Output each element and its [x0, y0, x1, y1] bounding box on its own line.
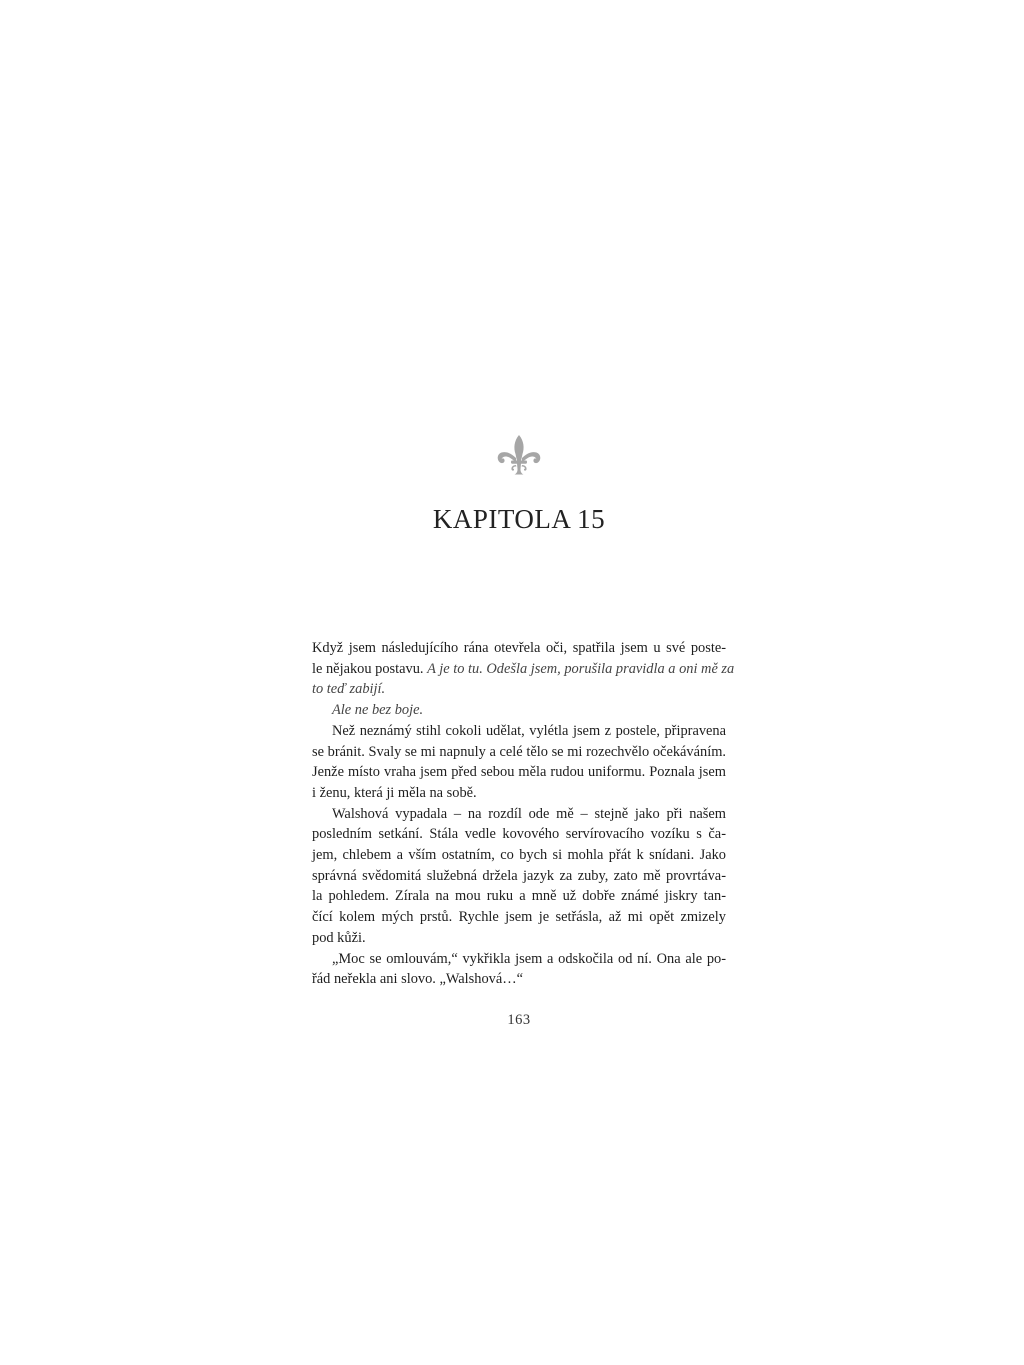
italic-text: A je to tu. Odešla jsem, porušila pravidla a oni mě za	[427, 660, 735, 677]
text-line: řád neřekla ani slovo. „Walshová…“	[312, 971, 524, 988]
italic-text: Ale ne bez boje.	[332, 702, 424, 719]
text-line	[312, 659, 735, 680]
text-line: Walshová vypadala – na rozdíl ode mě – stejně jako při našem	[332, 805, 726, 822]
text-line: i ženu, která ji měla na sobě.	[312, 784, 477, 801]
page-number: 163	[507, 1012, 531, 1028]
text-line: posledním setkání. Stála vedle kovového servírovacího vozíku s ča-	[312, 826, 726, 843]
chapter-title: KAPITOLA 15	[432, 504, 606, 534]
text-line	[312, 679, 726, 700]
text-run: le nějakou postavu.	[312, 660, 428, 677]
text-line: správná svědomitá služebná držela jazyk za zuby, zato mě provrtáva-	[312, 867, 726, 884]
text-line	[312, 700, 726, 721]
text-line: Než neznámý stihl cokoli udělat, vylétla jsem z postele, připravena	[332, 722, 726, 739]
italic-text: to teď zabijí.	[312, 681, 386, 698]
text-line: Jenže místo vraha jsem před sebou měla rudou uniformu. Poznala jsem	[312, 764, 726, 781]
chapter-body-text	[312, 638, 735, 990]
text-line: pod kůži.	[312, 929, 366, 946]
text-line: se bránit. Svaly se mi napnuly a celé tělo se mi rozechvělo očekáváním.	[312, 743, 726, 760]
text-line: čící kolem mých prstů. Rychle jsem je setřásla, až mi opět zmizely	[312, 909, 726, 926]
text-line: „Moc se omlouvám,“ vykřikla jsem a odskočila od ní. Ona ale po-	[332, 950, 726, 967]
text-line: la pohledem. Zírala na mou ruku a mně už dobře známé jiskry tan-	[312, 888, 726, 905]
fleur-de-lis-icon	[495, 434, 543, 476]
text-line: Když jsem následujícího rána otevřela oči, spatřila jsem u své poste-	[312, 640, 726, 656]
text-line: jem, chlebem a vším ostatním, co bych si mohla přát k snídani. Jako	[312, 847, 726, 864]
